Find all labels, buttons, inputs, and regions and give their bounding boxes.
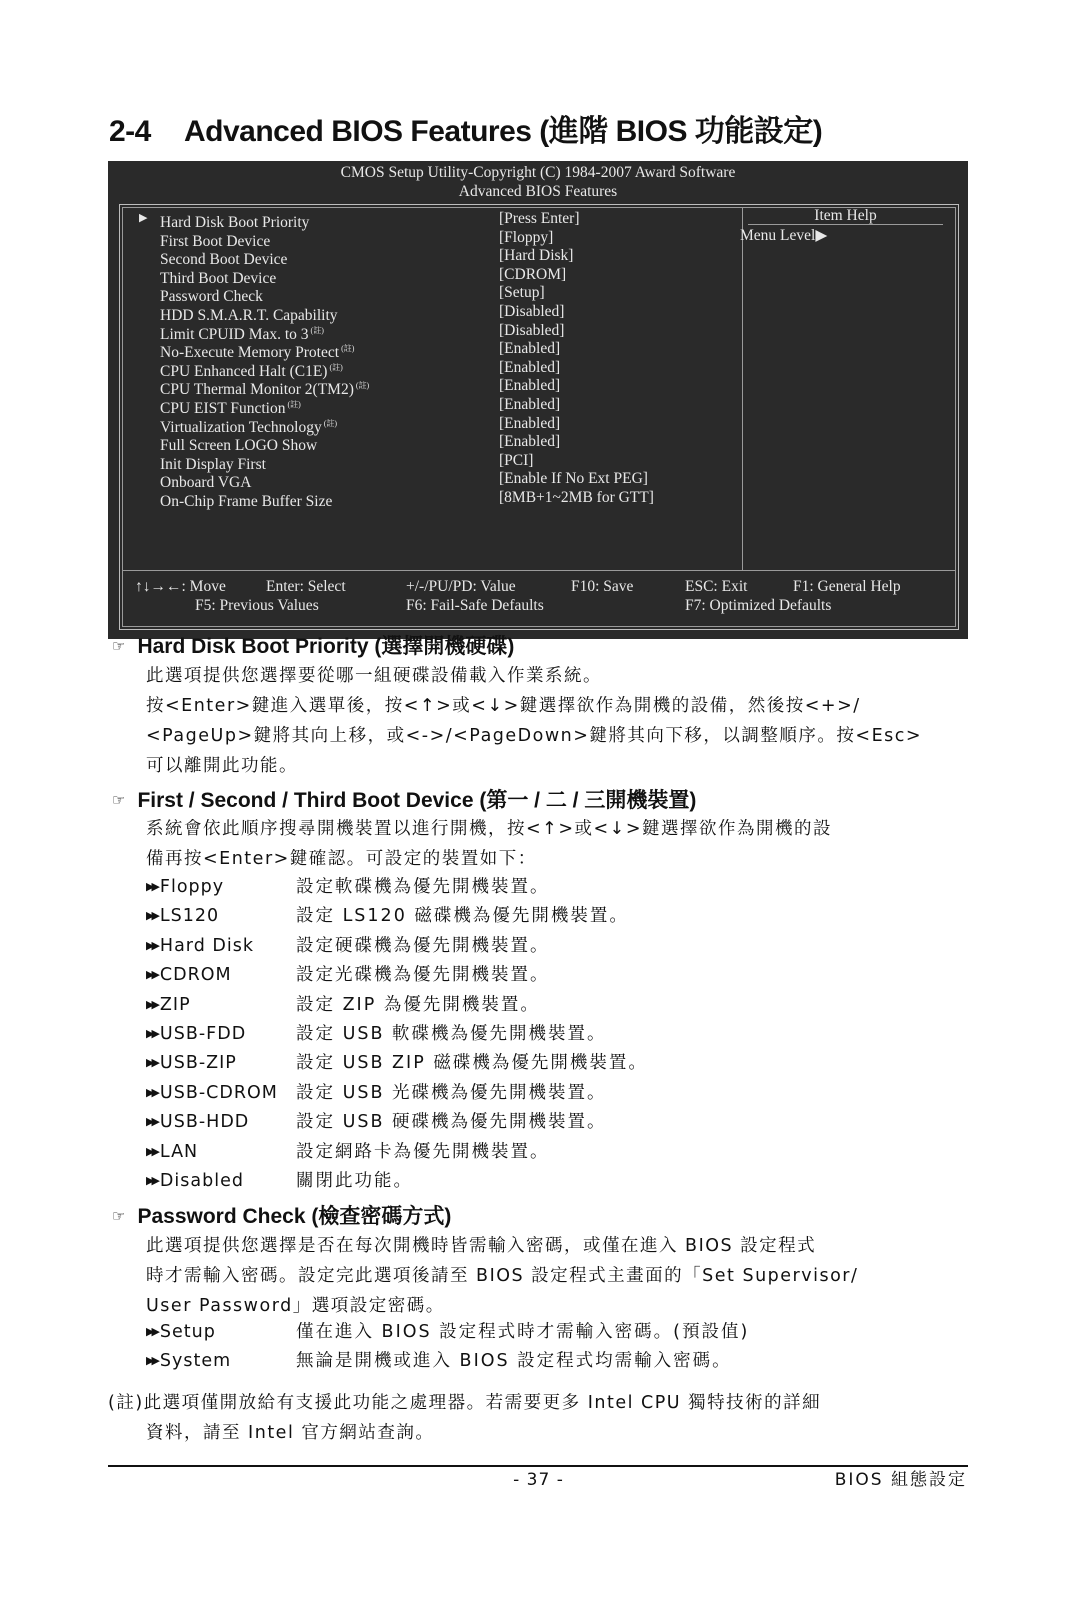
section-heading-password: [112, 1200, 451, 1230]
bios-item-label-text: CPU EIST Function: [160, 400, 286, 417]
section-body-boot-device: [146, 814, 961, 874]
option-description: 關閉此功能。: [296, 1171, 413, 1191]
bios-screenshot: [108, 161, 968, 639]
section-heading-text: First / Second / Third Boot Device (第一 / 二 / 三開機裝置): [137, 789, 697, 812]
option-description: 設定 USB 硬碟機為優先開機裝置。: [296, 1112, 607, 1133]
item-help-title: Item Help: [748, 208, 943, 225]
bios-item-label-text: Full Screen LOGO Show: [160, 437, 318, 455]
bios-item-value[interactable]: [Disabled]: [499, 303, 565, 320]
option-name: Setup: [159, 1322, 216, 1342]
option-item: [146, 872, 550, 902]
bios-item-label-text: On-Chip Frame Buffer Size: [160, 493, 333, 510]
footnote: [108, 1388, 968, 1448]
double-arrow-icon: ▶▶: [146, 997, 157, 1011]
bios-item-value[interactable]: [Setup]: [499, 284, 545, 302]
option-item: [146, 1048, 648, 1078]
option-name: CDROM: [159, 965, 232, 986]
option-description: 設定軟碟機為優先開機裝置。: [296, 877, 550, 897]
option-name: Disabled: [159, 1171, 244, 1191]
bios-item-label-text: CPU Thermal Monitor 2(TM2): [160, 381, 354, 399]
option-item: [146, 1317, 750, 1347]
bios-page-name: Advanced BIOS Features: [458, 183, 618, 200]
option-description: 僅在進入 BIOS 設定程式時才需輸入密碼。(預設值): [296, 1322, 750, 1342]
option-description: 設定 LS120 磁碟機為優先開機裝置。: [296, 906, 629, 927]
bios-item-label-text: Password Check: [160, 288, 263, 306]
body-line: 可以離開此功能。: [146, 756, 298, 776]
key-f1: F1: General Help: [793, 578, 901, 595]
key-move: ↑↓→←: Move: [135, 578, 226, 595]
section-title: Advanced BIOS Features (進階 BIOS 功能設定): [184, 115, 823, 148]
footnote-line: (註)此選項僅開放給有支援此功能之處理器。若需要更多 Intel CPU 獨特技術的詳細: [108, 1393, 822, 1413]
bios-item-label-text: Virtualization Technology: [160, 418, 322, 436]
bios-item-value[interactable]: [Floppy]: [499, 228, 554, 246]
pointing-hand-icon: ☞: [112, 1208, 126, 1225]
bios-item-label-text: CPU Enhanced Halt (C1E): [160, 362, 328, 380]
option-name: System: [159, 1351, 232, 1372]
option-name: ZIP: [159, 994, 191, 1015]
key-f6: F6: Fail-Safe Defaults: [406, 597, 544, 614]
option-description: 設定硬碟機為優先開機裝置。: [296, 935, 550, 956]
bios-item-value[interactable]: [8MB+1~2MB for GTT]: [499, 489, 654, 506]
pointing-hand-icon: ☞: [112, 638, 126, 655]
double-arrow-icon: ▶▶: [146, 1144, 157, 1158]
bios-item-note: (註): [329, 362, 343, 372]
bios-item-label-text: Onboard VGA: [160, 474, 252, 492]
bios-help-divider: [742, 208, 743, 570]
bios-item-note: (註): [310, 325, 324, 335]
body-line: 此選項提供您選擇是否在每次開機時皆需輸入密碼，或僅在進入 BIOS 設定程式: [146, 1236, 817, 1256]
bios-item-label-text: First Boot Device: [160, 232, 271, 250]
body-line: <PageUp>鍵將其向上移，或<->/<PageDown>鍵將其向下移，以調整順序。按<Esc>: [146, 726, 923, 746]
option-description: 設定網路卡為優先開機裝置。: [296, 1141, 550, 1162]
double-arrow-icon: ▶▶: [146, 1174, 157, 1187]
option-name: USB-ZIP: [159, 1053, 237, 1074]
bios-item-note: (註): [287, 400, 301, 409]
option-item: [146, 931, 550, 961]
bios-item-label-text: Limit CPUID Max. to 3: [160, 325, 309, 343]
section-heading-hdd: [112, 630, 514, 660]
page-number: - 37 -: [513, 1470, 564, 1490]
key-value: +/-/PU/PD: Value: [406, 578, 516, 595]
double-arrow-icon: ▶▶: [146, 880, 157, 893]
option-item: [146, 1137, 550, 1167]
body-line: 此選項提供您選擇要從哪一組硬碟設備載入作業系統。: [146, 666, 602, 686]
option-description: 無論是開機或進入 BIOS 設定程式均需輸入密碼。: [296, 1351, 732, 1372]
double-arrow-icon: ▶▶: [146, 1354, 157, 1368]
key-f5: F5: Previous Values: [195, 597, 319, 614]
option-name: USB-HDD: [159, 1112, 250, 1133]
option-description: 設定 ZIP 為優先開機裝置。: [296, 994, 540, 1015]
pointing-hand-icon: ☞: [112, 792, 126, 809]
body-line: User Password」選項設定密碼。: [146, 1296, 445, 1316]
bios-item-label-text: Second Boot Device: [160, 251, 288, 269]
key-f7: F7: Optimized Defaults: [685, 597, 832, 614]
body-line: 時才需輸入密碼。設定完此選項後請至 BIOS 設定程式主畫面的「Set Supervisor/: [146, 1266, 859, 1286]
bios-item-value[interactable]: [Enabled]: [499, 358, 561, 376]
double-arrow-icon: ▶▶: [146, 909, 157, 923]
bios-inner-frame: [122, 207, 956, 627]
section-body-password: [146, 1231, 961, 1321]
submenu-arrow-icon: ▶: [139, 212, 148, 224]
bios-item-label-text: Third Boot Device: [160, 269, 277, 287]
option-name: Floppy: [159, 877, 225, 897]
bios-item-label-text: HDD S.M.A.R.T. Capability: [160, 307, 338, 324]
double-arrow-icon: ▶▶: [146, 1085, 157, 1099]
option-item: [146, 990, 540, 1020]
bios-item-value[interactable]: [Enabled]: [499, 396, 561, 413]
bios-item-value[interactable]: [Enabled]: [499, 433, 561, 451]
bios-copyright: CMOS Setup Utility-Copyright (C) 1984-2007 Award Software: [340, 164, 736, 181]
section-heading-text: Password Check (檢查密碼方式): [137, 1205, 452, 1228]
body-line: 備再按<Enter>鍵確認。可設定的裝置如下：: [146, 849, 537, 869]
bios-item-label: [160, 488, 334, 511]
option-name: USB-CDROM: [159, 1082, 278, 1103]
section-heading-text: Hard Disk Boot Priority (選擇開機硬碟): [137, 635, 515, 658]
option-name: LS120: [159, 906, 220, 927]
bios-item-value[interactable]: [PCI]: [499, 451, 534, 469]
section-heading-boot-device: [112, 784, 696, 814]
bios-item-value[interactable]: [Enabled]: [499, 377, 561, 395]
double-arrow-icon: ▶▶: [146, 1056, 157, 1070]
option-description: 設定 USB 光碟機為優先開機裝置。: [296, 1082, 607, 1103]
bios-item-note: (註): [355, 381, 370, 391]
bios-item-label-text: Hard Disk Boot Priority: [160, 214, 310, 231]
bios-item-value[interactable]: [Press Enter]: [499, 210, 580, 227]
double-arrow-icon: ▶▶: [146, 968, 157, 982]
bios-item-value[interactable]: [CDROM]: [499, 265, 567, 283]
menu-level: Menu Level▶: [740, 227, 828, 244]
bios-item-value[interactable]: [Disabled]: [499, 321, 565, 339]
bios-item-value[interactable]: [Enable If No Ext PEG]: [499, 470, 648, 488]
key-esc: ESC: Exit: [685, 578, 748, 595]
section-number: 2-4: [109, 115, 151, 148]
bios-header: [108, 161, 968, 201]
page-title: [109, 106, 822, 150]
bios-frame: [119, 204, 959, 630]
bios-item-note: (註): [341, 344, 355, 354]
option-name: Hard Disk: [159, 935, 254, 956]
chapter-name: BIOS 組態設定: [834, 1470, 967, 1490]
option-description: 設定 USB ZIP 磁碟機為優先開機裝置。: [296, 1053, 648, 1074]
key-f10: F10: Save: [571, 578, 634, 595]
option-item: [146, 1346, 732, 1376]
option-item: [146, 960, 550, 990]
bios-item-value[interactable]: [Enabled]: [499, 414, 561, 432]
option-item: [146, 1107, 607, 1137]
double-arrow-icon: ▶▶: [146, 1325, 157, 1338]
option-description: 設定光碟機為優先開機裝置。: [296, 965, 550, 986]
option-name: USB-FDD: [159, 1024, 247, 1044]
option-item: [146, 1078, 607, 1108]
bios-item-note: (註): [323, 418, 338, 428]
bios-item-label-text: Init Display First: [160, 455, 266, 473]
double-arrow-icon: ▶▶: [146, 1027, 157, 1040]
double-arrow-icon: ▶▶: [146, 1115, 157, 1129]
option-item: [146, 1019, 607, 1049]
footnote-line: 資料，請至 Intel 官方網站查詢。: [146, 1423, 435, 1443]
option-name: LAN: [159, 1141, 199, 1162]
key-enter: Enter: Select: [266, 578, 346, 595]
bios-key-divider: [123, 570, 955, 571]
double-arrow-icon: ▶▶: [146, 938, 157, 952]
body-line: 按<Enter>鍵進入選單後，按<↑>或<↓>鍵選擇欲作為開機的設備，然後按<+>/: [146, 696, 861, 716]
bios-item-value[interactable]: [Hard Disk]: [499, 247, 574, 265]
option-item: [146, 901, 629, 931]
body-line: 系統會依此順序搜尋開機裝置以進行開機，按<↑>或<↓>鍵選擇欲作為開機的設: [146, 819, 832, 839]
section-body-hdd: [146, 661, 961, 781]
option-item: [146, 1166, 413, 1196]
bios-item-label-text: No-Execute Memory Protect: [160, 344, 340, 362]
bios-item-value[interactable]: [Enabled]: [499, 340, 561, 358]
option-description: 設定 USB 軟碟機為優先開機裝置。: [296, 1024, 607, 1044]
